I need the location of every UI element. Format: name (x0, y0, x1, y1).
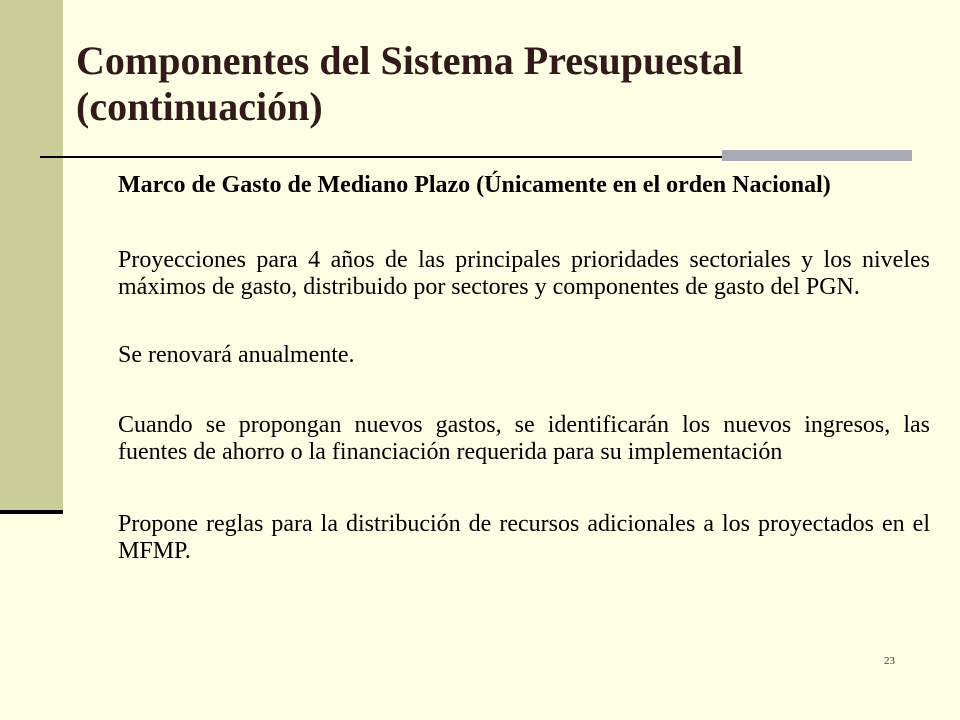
slide-title-line-1: Componentes del Sistema Presupuestal (76, 38, 744, 83)
slide-title-line-2: (continuación) (76, 84, 323, 129)
body-paragraph: Cuando se propongan nuevos gastos, se identificarán los nuevos ingresos, las fuentes de ahorro o la financiación requerida para su implementación (118, 412, 930, 465)
body-paragraph: Propone reglas para la distribución de recursos adicionales a los proyectados en el MFMP. (118, 511, 930, 564)
slide-title (76, 38, 916, 130)
section-heading: Marco de Gasto de Mediano Plazo (Únicamente en el orden Nacional) (118, 172, 831, 198)
sidebar-decoration (0, 0, 63, 512)
slide-body (118, 172, 930, 565)
slide-number: 23 (884, 655, 895, 667)
body-paragraph: Proyecciones para 4 años de las principales prioridades sectoriales y los niveles máximos de gasto, distribuido por sectores y componentes de gasto del PGN. (118, 247, 930, 300)
title-accent-bar (722, 150, 912, 161)
body-paragraph: Se renovará anualmente. (118, 342, 355, 368)
sidebar-rule (0, 510, 63, 514)
